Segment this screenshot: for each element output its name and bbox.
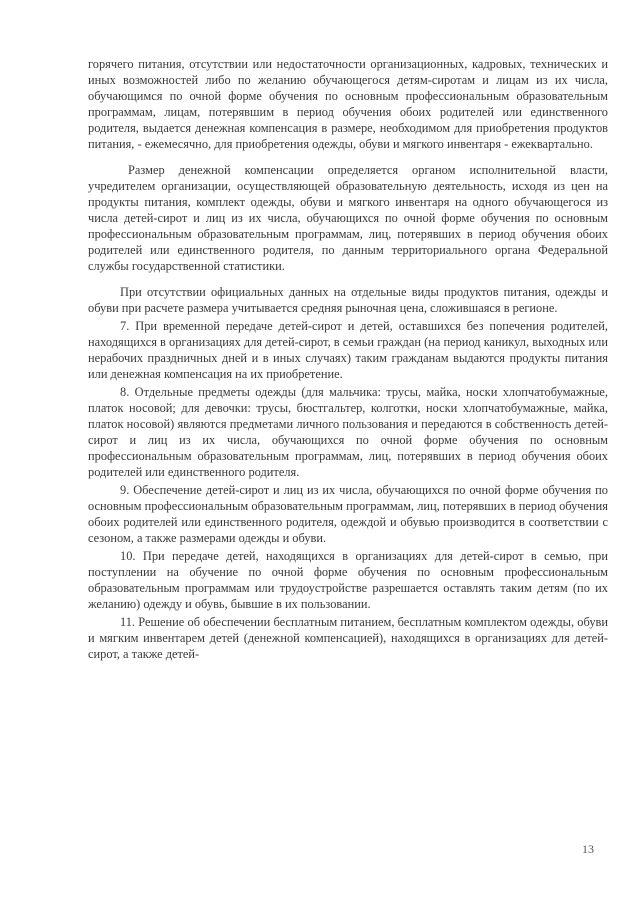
page-number: 13 xyxy=(582,842,594,856)
paragraph-item-7: 7. При временной передаче детей-сирот и детей, оставшихся без попечения родителей, находящихся в организациях для детей-сирот, в семьи граждан (на период каникул, выходных или нерабочих праздничных дней и в иных случаях) таким гражданам выдаются продукты питания или денежная компенсация на их приобретение. xyxy=(88,319,608,381)
paragraph-compensation-size: Размер денежной компенсации определяется органом исполнительной власти, учредителем организации, осуществляющей образовательную деятельность, исходя из цен на продукты питания, комплект одежды, обуви и мягкого инвентаря на одного обучающегося из числа детей-сирот и лиц из их числа, обучающихся по очной форме обучения по основным профессиональным образовательным программам, лиц, потерявших в период обучения обоих родителей или единственного родителя, по данным территориального органа Федеральной службы государственной статистики. xyxy=(88,163,608,273)
paragraph-item-10: 10. При передаче детей, находящихся в организациях для детей-сирот в семью, при поступлении на обучение по очной форме обучения по основным профессиональным образовательным программам или трудоустройстве разрешается оставлять таким детям (по их желанию) одежду и обувь, бывшие в их пользовании. xyxy=(88,549,608,611)
paragraph-item-11: 11. Решение об обеспечении бесплатным питанием, бесплатным комплектом одежды, обуви и мягким инвентарем детей (денежной компенсацией), находящихся в организациях для детей-сирот, а также детей- xyxy=(88,615,608,661)
paragraph-item-9: 9. Обеспечение детей-сирот и лиц из их числа, обучающихся по очной форме обучения по основным профессиональным образовательным программам, лиц, потерявших в период обучения обоих родителей или единственного родителя, одеждой и обувью производится в соответствии с сезоном, а также размерами одежды и обуви. xyxy=(88,483,608,545)
document-body xyxy=(88,56,608,662)
paragraph-continuation: горячего питания, отсутствии или недостаточности организационных, кадровых, технических и иных возможностей либо по желанию обучающегося детям-сиротам и лицам из их числа, обучающимся по очной форме обучения по основным профессиональным образовательным программам, лицам, потерявшим в период обучения обоих родителей или единственного родителя, выдается денежная компенсация в размере, необходимом для приобретения продуктов питания, - ежемесячно, для приобретения одежды, обуви и мягкого инвентаря - ежеквартально. xyxy=(88,57,608,151)
paragraph-no-official-data: При отсутствии официальных данных на отдельные виды продуктов питания, одежды и обуви при расчете размера учитывается средняя рыночная цена, сложившаяся в регионе. xyxy=(88,285,608,315)
paragraph-item-8: 8. Отдельные предметы одежды (для мальчика: трусы, майка, носки хлопчатобумажные, платок носовой; для девочки: трусы, бюстгальтер, колготки, носки хлопчатобумажные, майка, платок носовой) являются предметами личного пользования и передаются в собственность детей-сирот и лиц из их числа, обучающихся по очной форме обучения по основным профессиональным образовательным программам, лиц, потерявших в период обучения обоих родителей или единственного родителя. xyxy=(88,385,608,479)
